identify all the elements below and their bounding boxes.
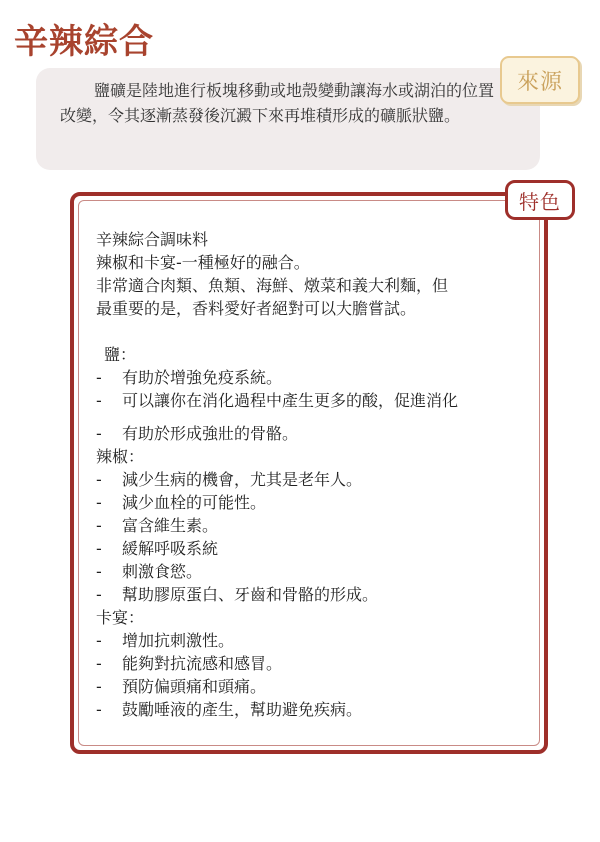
intro-line: 非常適合肉類、魚類、海鮮、燉菜和義大利麵，但 (96, 276, 449, 295)
list-item-text: 富含維生素。 (122, 516, 219, 535)
list-item (96, 652, 536, 675)
bullet-dash: - (96, 562, 102, 581)
source-text: 鹽礦是陸地進行板塊移動或地殼變動讓海水或湖泊的位置改變，令其逐漸蒸發後沉澱下來再堆積形成的礦脈狀鹽。 (60, 81, 495, 125)
bullet-dash: - (96, 424, 102, 443)
spacer (96, 320, 536, 343)
bullet-dash: - (96, 631, 102, 650)
list-item (96, 422, 536, 445)
bullet-dash: - (96, 700, 102, 719)
list-item (96, 366, 536, 389)
bullet-dash: - (96, 391, 102, 410)
bullet-dash: - (96, 539, 102, 558)
list-item (96, 583, 536, 606)
list-item-text: 幫助膠原蛋白、牙齒和骨骼的形成。 (122, 585, 379, 604)
list-item-text: 可以讓你在消化過程中產生更多的酸，促進消化 (122, 391, 459, 410)
section-heading-cayenne: 卡宴： (96, 608, 145, 627)
list-item (96, 560, 536, 583)
list-item (96, 491, 536, 514)
list-item-text: 預防偏頭痛和頭痛。 (122, 677, 267, 696)
list-item (96, 629, 536, 652)
intro-line: 辣椒和卡宴-一種極好的融合。 (96, 253, 310, 272)
list-item-text: 有助於形成強壯的骨骼。 (122, 424, 299, 443)
feature-content (96, 228, 536, 721)
list-item (96, 514, 536, 537)
list-item-text: 緩解呼吸系統 (122, 539, 219, 558)
list-item-text: 能夠對抗流感和感冒。 (122, 654, 283, 673)
bullet-dash: - (96, 654, 102, 673)
list-item (96, 389, 536, 412)
source-tag (500, 56, 580, 104)
list-item (96, 698, 536, 721)
bullet-dash: - (96, 493, 102, 512)
section-heading-chili: 辣椒： (96, 447, 145, 466)
bullet-dash: - (96, 516, 102, 535)
bullet-dash: - (96, 677, 102, 696)
source-tag-label: 來源 (516, 69, 563, 95)
bullet-dash: - (96, 368, 102, 387)
intro-line: 辛辣綜合調味料 (96, 230, 209, 249)
intro-line: 最重要的是，香料愛好者絕對可以大膽嘗試。 (96, 299, 417, 318)
list-item-text: 減少生病的機會，尤其是老年人。 (122, 470, 363, 489)
page-title: 辛辣綜合 (14, 22, 154, 62)
bullet-dash: - (96, 470, 102, 489)
list-item-text: 減少血栓的可能性。 (122, 493, 267, 512)
feature-tag (505, 180, 575, 220)
list-item-text: 增加抗刺激性。 (122, 631, 235, 650)
list-item (96, 675, 536, 698)
list-item-text: 刺激食慾。 (122, 562, 203, 581)
bullet-dash: - (96, 585, 102, 604)
list-item (96, 468, 536, 491)
section-heading-salt: 鹽： (104, 345, 137, 364)
feature-tag-label: 特色 (519, 189, 561, 214)
list-item-text: 有助於增強免疫系統。 (122, 368, 283, 387)
list-item-text: 鼓勵唾液的產生，幫助避免疾病。 (122, 700, 363, 719)
list-item (96, 537, 536, 560)
